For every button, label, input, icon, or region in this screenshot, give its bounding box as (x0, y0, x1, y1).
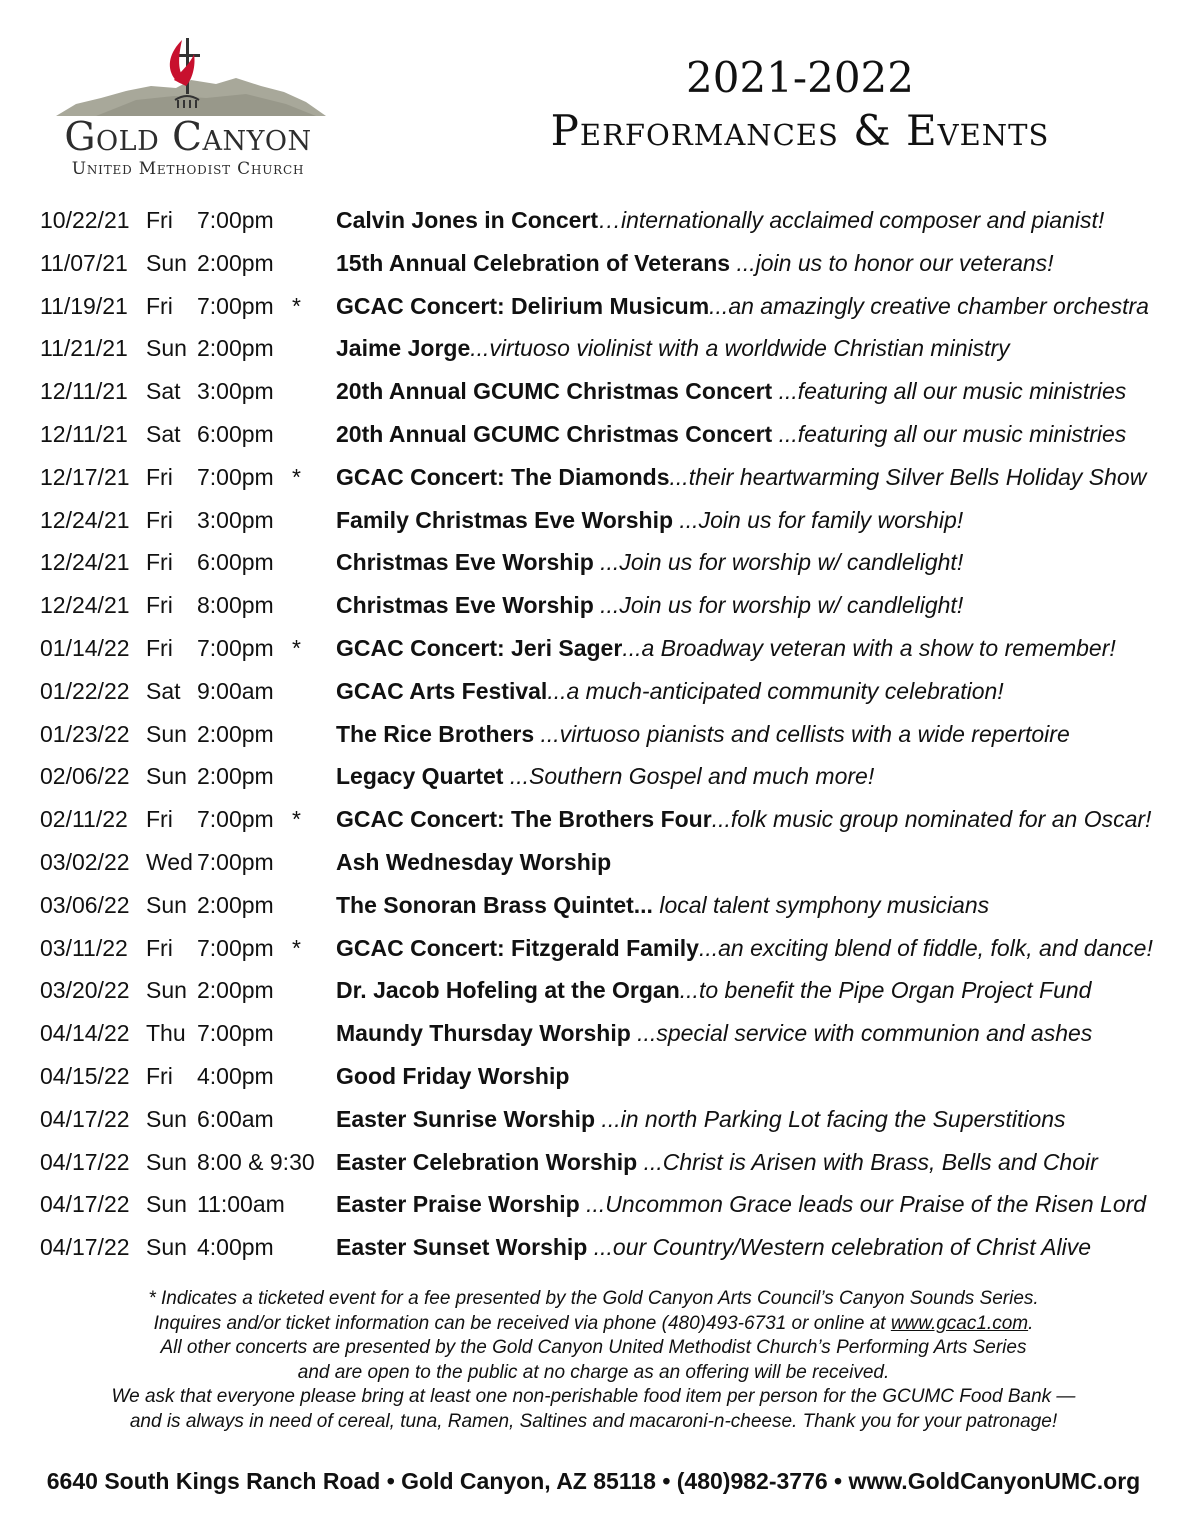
event-description (336, 413, 1126, 456)
note-line: and is always in need of cereal, tuna, Ramen, Saltines and macaroni-n-cheese. Thank you for your patronage! (129, 1410, 1058, 1432)
event-time: 8:00 & 9:30 (197, 1148, 315, 1175)
event-tagline: ...a Broadway veteran with a show to remember! (622, 634, 1116, 661)
event-time: 7:00pm (197, 634, 274, 661)
event-row (40, 969, 1160, 1012)
event-time: 2:00pm (197, 763, 274, 790)
event-title: Calvin Jones in Concert (336, 207, 599, 233)
event-title: Ash Wednesday Worship (336, 848, 612, 875)
event-date: 03/02/22 (40, 848, 130, 875)
event-time: 7:00pm (197, 292, 274, 319)
logo-church-subtitle: United Methodist Church (71, 159, 305, 179)
event-date: 10/22/21 (40, 207, 130, 233)
event-date: 11/07/21 (40, 249, 128, 276)
event-date: 12/11/21 (40, 378, 128, 405)
event-title: Easter Praise Worship (336, 1191, 580, 1218)
event-title: The Sonoran Brass Quintet... (336, 891, 653, 918)
event-description (336, 1012, 1092, 1055)
ticketed-marker: * (292, 463, 301, 490)
event-date: 04/17/22 (40, 1148, 130, 1175)
event-tagline: ...an amazingly creative chamber orchestra (709, 292, 1149, 319)
event-time: 2:00pm (197, 335, 274, 362)
event-date: 03/11/22 (40, 934, 128, 961)
note-line: All other concerts are presented by the Gold Canyon United Methodist Church’s Performing Arts Series (160, 1337, 1027, 1358)
event-row (40, 1012, 1160, 1055)
event-row (40, 713, 1160, 756)
event-row (40, 456, 1160, 499)
footer-address: 6640 South Kings Ranch Road • Gold Canyon, AZ 85118 • (480)982-3776 • www.GoldCanyonUMC.org (46, 1468, 1141, 1494)
event-tagline: ...featuring all our music ministries (772, 378, 1127, 405)
event-date: 11/19/21 (40, 292, 128, 319)
event-time: 6:00pm (197, 420, 274, 447)
event-title: GCAC Concert: Jeri Sager (336, 634, 623, 661)
event-day: Fri (146, 292, 173, 319)
event-day: Thu (146, 1020, 186, 1047)
event-day: Fri (146, 463, 173, 490)
event-title: Jaime Jorge (336, 335, 471, 362)
event-title: Legacy Quartet (336, 763, 504, 790)
event-day: Sun (146, 763, 187, 790)
event-date: 04/14/22 (40, 1020, 130, 1047)
event-row (40, 755, 1160, 798)
event-date: 01/14/22 (40, 634, 130, 661)
event-time: 3:00pm (197, 378, 274, 405)
event-title: GCAC Concert: The Brothers Four (336, 806, 712, 833)
note-line: and are open to the public at no charge as an offering will be received. (297, 1361, 890, 1383)
event-time: 6:00am (197, 1105, 274, 1132)
event-description (336, 541, 963, 584)
event-tagline: ...Southern Gospel and much more! (503, 763, 875, 790)
event-day: Sat (146, 677, 181, 704)
event-description (336, 841, 611, 884)
event-date: 01/23/22 (40, 720, 130, 747)
note-text: Inquires and/or ticket information can be received via phone (480)493-6731 or online at (153, 1312, 891, 1334)
event-day: Sun (146, 891, 187, 918)
event-time: 2:00pm (197, 249, 274, 276)
event-description (336, 242, 1054, 285)
title-heading: Performances & Events (550, 106, 1050, 155)
ticketed-marker: * (292, 634, 301, 661)
event-day: Fri (146, 207, 173, 233)
event-title: The Rice Brothers (336, 720, 535, 747)
event-date: 04/17/22 (40, 1105, 130, 1132)
event-time: 3:00pm (197, 506, 274, 533)
event-row (40, 927, 1160, 970)
events-list (40, 199, 1160, 1269)
event-time: 11:00am (197, 1191, 285, 1218)
event-description (336, 456, 1146, 499)
event-row (40, 370, 1160, 413)
event-time: 8:00pm (197, 592, 274, 619)
event-tagline: ...a much-anticipated community celebration! (547, 677, 1004, 704)
event-title: Dr. Jacob Hofeling at the Organ (336, 977, 680, 1004)
event-row (40, 1098, 1160, 1141)
event-description (336, 969, 1091, 1012)
event-row (40, 670, 1160, 713)
event-day: Wed (146, 848, 193, 875)
event-tagline: …internationally acclaimed composer and pianist! (598, 207, 1105, 233)
event-day: Sun (146, 1105, 187, 1132)
event-day: Sun (146, 1234, 187, 1261)
page-title (500, 52, 1100, 158)
event-row (40, 327, 1160, 370)
event-day: Sun (146, 249, 187, 276)
event-title: 20th Annual GCUMC Christmas Concert (336, 420, 773, 447)
event-title: Easter Sunset Worship (336, 1234, 588, 1261)
event-tagline: ...our Country/Western celebration of Christ Alive (587, 1234, 1092, 1261)
event-description (336, 1183, 1146, 1226)
event-date: 04/15/22 (40, 1062, 130, 1089)
event-title: Easter Sunrise Worship (336, 1105, 596, 1132)
event-description (336, 1098, 1066, 1141)
event-day: Sun (146, 977, 187, 1004)
event-day: Fri (146, 506, 173, 533)
event-tagline: ...an exciting blend of fiddle, folk, and dance! (698, 934, 1153, 961)
event-description (336, 755, 874, 798)
event-description (336, 370, 1126, 413)
event-time: 7:00pm (197, 848, 274, 875)
event-description (336, 199, 1104, 242)
note-line: We ask that everyone please bring at least one non-perishable food item per person for the GCUMC Food Bank — (111, 1386, 1076, 1407)
event-date: 12/24/21 (40, 506, 130, 533)
event-time: 2:00pm (197, 720, 274, 747)
event-row (40, 199, 1160, 242)
event-day: Sun (146, 335, 187, 362)
event-time: 4:00pm (197, 1234, 274, 1261)
event-day: Fri (146, 634, 173, 661)
event-description (336, 798, 1151, 841)
event-date: 04/17/22 (40, 1191, 130, 1218)
event-day: Fri (146, 934, 173, 961)
event-date: 02/06/22 (40, 763, 130, 790)
event-description (336, 1226, 1091, 1269)
event-day: Sat (146, 420, 181, 447)
event-time: 7:00pm (197, 806, 274, 833)
event-tagline: ...join us to honor our veterans! (730, 249, 1054, 276)
event-date: 04/17/22 (40, 1234, 130, 1261)
logo-church-name: Gold Canyon (64, 115, 312, 160)
event-title: Family Christmas Eve Worship (336, 506, 674, 533)
event-description (336, 327, 1010, 370)
event-title: Good Friday Worship (336, 1062, 570, 1089)
event-row (40, 627, 1160, 670)
event-row (40, 798, 1160, 841)
event-row (40, 841, 1160, 884)
event-date: 12/24/21 (40, 549, 130, 576)
event-date: 11/21/21 (40, 335, 128, 362)
event-title: 15th Annual Celebration of Veterans (336, 249, 731, 276)
event-time: 7:00pm (197, 934, 274, 961)
event-description (336, 884, 989, 927)
event-time: 7:00pm (197, 1020, 274, 1047)
event-tagline: ...folk music group nominated for an Oscar! (711, 806, 1152, 833)
event-row (40, 1183, 1160, 1226)
event-date: 03/20/22 (40, 977, 130, 1004)
event-day: Sat (146, 378, 181, 405)
event-title: Christmas Eve Worship (336, 549, 594, 576)
event-row (40, 285, 1160, 328)
event-tagline: ...in north Parking Lot facing the Superstitions (595, 1105, 1066, 1132)
event-row (40, 541, 1160, 584)
event-description (336, 285, 1149, 328)
event-row (40, 499, 1160, 542)
event-title: GCAC Arts Festival (336, 677, 548, 704)
event-tagline: ...virtuoso violinist with a worldwide Christian ministry (470, 335, 1010, 362)
event-tagline: ...to benefit the Pipe Organ Project Fund (679, 977, 1092, 1004)
event-tagline: ...Uncommon Grace leads our Praise of the Risen Lord (579, 1191, 1147, 1218)
event-date: 01/22/22 (40, 677, 130, 704)
event-description (336, 627, 1116, 670)
ticketed-marker: * (292, 806, 301, 833)
event-day: Sun (146, 720, 187, 747)
event-tagline: local talent symphony musicians (652, 891, 990, 918)
event-time: 7:00pm (197, 207, 274, 233)
event-description (336, 670, 1004, 713)
event-day: Fri (146, 592, 173, 619)
event-row (40, 1141, 1160, 1184)
event-tagline: ...their heartwarming Silver Bells Holiday Show (669, 463, 1147, 490)
event-title: 20th Annual GCUMC Christmas Concert (336, 378, 773, 405)
event-tagline: ...Christ is Arisen with Brass, Bells and Choir (637, 1148, 1098, 1175)
event-date: 12/11/21 (40, 420, 128, 447)
event-tagline: ...special service with communion and ashes (630, 1020, 1093, 1047)
event-tagline: ...virtuoso pianists and cellists with a wide repertoire (534, 720, 1070, 747)
event-title: GCAC Concert: The Diamonds (336, 463, 670, 490)
event-title: GCAC Concert: Delirium Musicum (336, 292, 710, 319)
event-title: Easter Celebration Worship (336, 1148, 638, 1175)
event-description (336, 927, 1153, 970)
event-tagline: ...Join us for worship w/ candlelight! (593, 549, 964, 576)
event-time: 4:00pm (197, 1062, 274, 1089)
event-description (336, 1141, 1098, 1184)
event-row (40, 584, 1160, 627)
event-time: 6:00pm (197, 549, 274, 576)
title-year: 2021-2022 (686, 53, 914, 102)
event-day: Sun (146, 1148, 187, 1175)
event-description (336, 713, 1070, 756)
event-description (336, 499, 963, 542)
event-row (40, 242, 1160, 285)
event-row (40, 1055, 1160, 1098)
event-tagline: ...featuring all our music ministries (772, 420, 1127, 447)
event-date: 03/06/22 (40, 891, 130, 918)
event-row (40, 413, 1160, 456)
event-title: Maundy Thursday Worship (336, 1020, 631, 1047)
note-line (40, 1312, 1147, 1337)
ticketed-marker: * (292, 934, 301, 961)
event-row (40, 1226, 1160, 1269)
event-day: Fri (146, 806, 173, 833)
church-logo (42, 36, 332, 186)
note-text: . (1028, 1312, 1034, 1334)
event-tagline: ...Join us for family worship! (673, 506, 964, 533)
event-time: 2:00pm (197, 977, 274, 1004)
event-day: Fri (146, 1062, 173, 1089)
event-date: 12/24/21 (40, 592, 130, 619)
event-description (336, 1055, 569, 1098)
footnotes (40, 1287, 1147, 1434)
event-day: Sun (146, 1191, 187, 1218)
ticketed-marker: * (292, 292, 301, 319)
event-tagline: ...Join us for worship w/ candlelight! (593, 592, 964, 619)
event-time: 2:00pm (197, 891, 274, 918)
cross-flame-mountain-icon (56, 36, 326, 118)
event-title: GCAC Concert: Fitzgerald Family (336, 934, 699, 961)
event-day: Fri (146, 549, 173, 576)
event-row (40, 884, 1160, 927)
event-description (336, 584, 963, 627)
event-date: 02/11/22 (40, 806, 128, 833)
gcac-link[interactable]: www.gcac1.com (890, 1312, 1029, 1334)
event-date: 12/17/21 (40, 463, 130, 490)
note-line: * Indicates a ticketed event for a fee presented by the Gold Canyon Arts Council’s Canyon Sounds Series. (148, 1288, 1039, 1309)
event-time: 7:00pm (197, 463, 274, 490)
event-time: 9:00am (197, 677, 274, 704)
event-title: Christmas Eve Worship (336, 592, 594, 619)
